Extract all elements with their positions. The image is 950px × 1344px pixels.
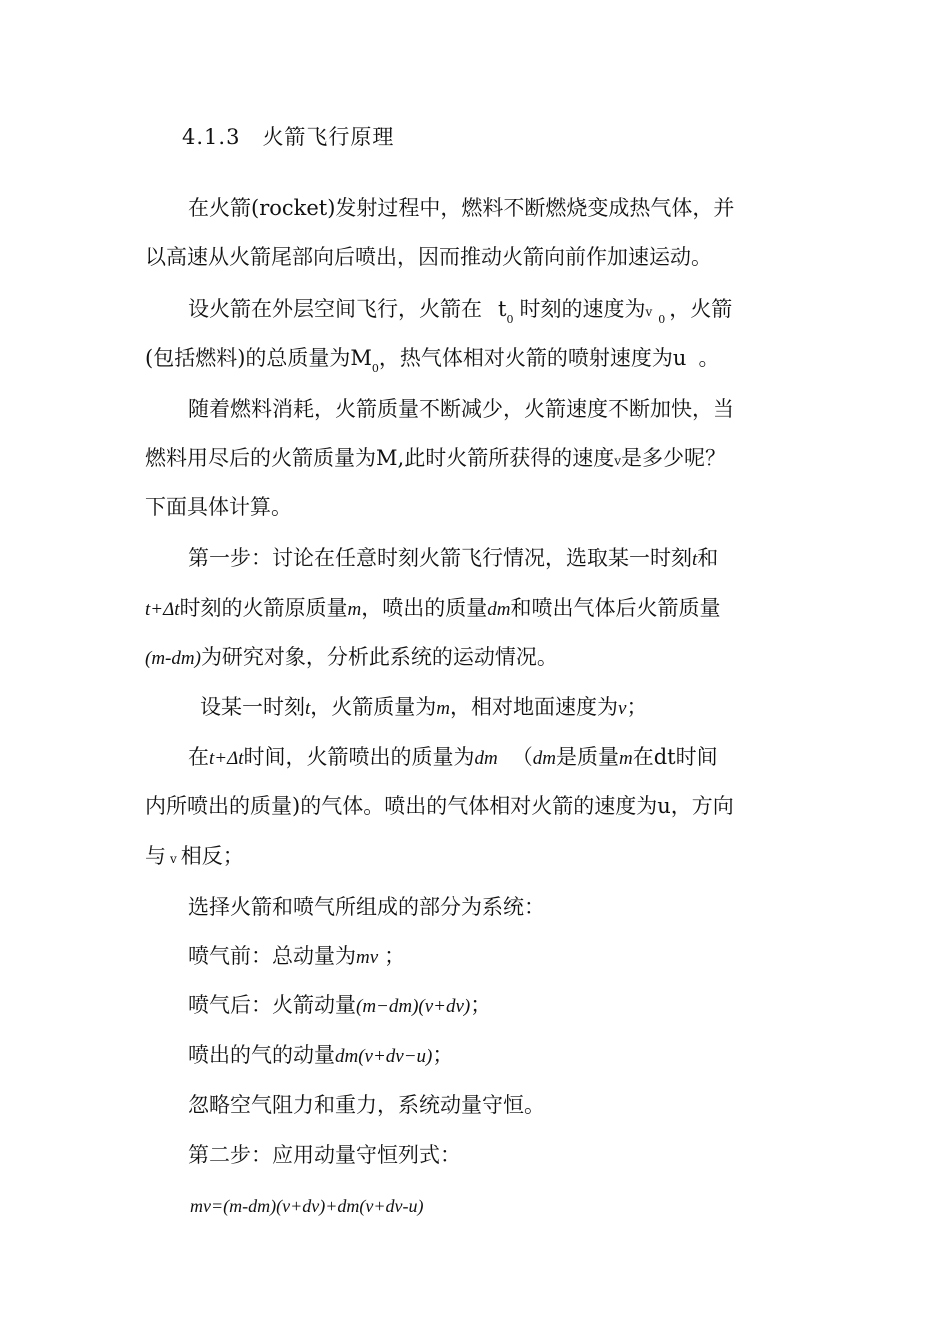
text-run: ； [432, 1043, 454, 1067]
text-run: ，火箭质量为 [310, 695, 437, 719]
text-run: 内所喷出的质量)的气体。喷出的气体相对火箭的速度为 [145, 794, 658, 818]
math-t: t [305, 698, 311, 719]
subscript: 0 [658, 313, 666, 326]
subscript: 0 [371, 362, 379, 375]
text-run: ，火箭 [669, 297, 733, 321]
text-run: （ [511, 745, 533, 769]
text-line [145, 841, 244, 874]
section-heading [182, 122, 394, 152]
text-line: 随着燃料消耗，火箭质量不断减少，火箭速度不断加快，当 [188, 397, 734, 421]
math-t-plus-dt: t+Δt [145, 599, 180, 620]
paragraph-7: 选择火箭和喷气所组成的部分为系统： [188, 895, 545, 919]
symbol-v: v [170, 852, 177, 866]
symbol-M0: M [350, 346, 372, 370]
symbol-dt: dt [653, 745, 676, 769]
text-line [188, 294, 732, 335]
math-t-plus-dt: t+Δt [209, 748, 244, 769]
math-dm: dm [532, 748, 556, 769]
symbol-u: u [672, 346, 687, 370]
paragraph-11: 忽略空气阻力和重力，系统动量守恒。 [188, 1093, 545, 1117]
math-rocket-momentum-after: (m−dm)(v+dv) [356, 996, 471, 1017]
text-run: 与 [145, 844, 166, 868]
symbol-v0: v [645, 305, 653, 319]
text-run: 为研究对象，分析此系统的运动情况。 [200, 645, 558, 669]
text-run: 喷气后：火箭动量 [188, 993, 356, 1017]
subscript: 0 [506, 313, 514, 326]
math-gas-momentum: dm(v+dv−u) [335, 1046, 433, 1067]
text-run: 是多少呢？ [620, 446, 726, 470]
symbol-t0: t [498, 297, 507, 321]
text-run: 在 [632, 745, 654, 769]
symbol-M: M [376, 446, 398, 470]
math-momentum-before: mv [356, 947, 379, 968]
text-line: 以高速从火箭尾部向后喷出，因而推动火箭向前作加速运动。 [145, 245, 712, 269]
text-line: 在火箭(rocket)发射过程中，燃料不断燃烧变成热气体，并 [188, 196, 735, 220]
text-run: 。 [698, 346, 720, 370]
text-run: ； [470, 993, 492, 1017]
text-line [145, 443, 726, 476]
math-v: v [618, 698, 627, 719]
text-run: ，方向 [670, 794, 734, 818]
text-run: ，喷出的质量 [361, 596, 488, 620]
text-run: 是质量 [556, 745, 619, 769]
text-run: ,此时火箭所获得的速度 [397, 446, 615, 470]
text-run: 时刻的火箭原质量 [179, 596, 348, 620]
text-run: 和喷出气体后火箭质量 [510, 596, 721, 620]
text-run: 和 [697, 546, 719, 570]
math-m: m [436, 698, 451, 719]
math-dm: dm [487, 599, 511, 620]
text-line [145, 642, 558, 674]
text-run: 喷气前：总动量为 [188, 944, 356, 968]
text-run: 第一步：讨论在任意时刻火箭飞行情况，选取某一时刻 [188, 546, 692, 570]
paragraph-10 [188, 1040, 453, 1072]
text-run: 燃料用尽后的火箭质量为 [145, 446, 376, 470]
text-run: ； [384, 944, 406, 968]
text-line: 下面具体计算。 [145, 495, 292, 519]
math-m: m [619, 748, 633, 769]
paragraph-8 [188, 941, 405, 973]
text-line [145, 791, 734, 821]
text-line [145, 593, 721, 625]
text-run: 时间，火箭喷出的质量为 [243, 745, 475, 769]
paragraph-5 [200, 692, 647, 724]
symbol-u: u [657, 794, 671, 818]
text-run: ，相对地面速度为 [450, 695, 619, 719]
section-number: 4.1.3 [182, 125, 241, 149]
momentum-equation: mv=(m-dm)(v+dv)+dm(v+dv-u) [190, 1196, 424, 1216]
text-run: 时刻的速度为 [519, 297, 646, 321]
symbol-v: v [614, 454, 621, 468]
text-run: (包括燃料)的总质量为 [145, 346, 351, 370]
text-run: 喷出的气的动量 [188, 1043, 335, 1067]
text-run: 设某一时刻 [200, 695, 305, 719]
text-line [188, 543, 718, 575]
math-m: m [347, 599, 362, 620]
paragraph-9 [188, 990, 491, 1022]
text-run: 相反； [180, 844, 244, 868]
math-dm: dm [474, 748, 498, 769]
text-run: ； [626, 695, 648, 719]
math-m-minus-dm: (m-dm) [145, 648, 201, 669]
paragraph-12: 第二步：应用动量守恒列式： [188, 1143, 461, 1167]
text-line [145, 343, 719, 384]
text-run: 设火箭在外层空间飞行，火箭在 [188, 297, 482, 321]
text-run: 时间 [675, 745, 718, 769]
section-title: 火箭飞行原理 [262, 125, 395, 149]
text-run: ，热气体相对火箭的喷射速度为 [378, 346, 673, 370]
text-run: 在 [188, 745, 209, 769]
math-t: t [692, 549, 698, 570]
text-line [188, 742, 718, 774]
